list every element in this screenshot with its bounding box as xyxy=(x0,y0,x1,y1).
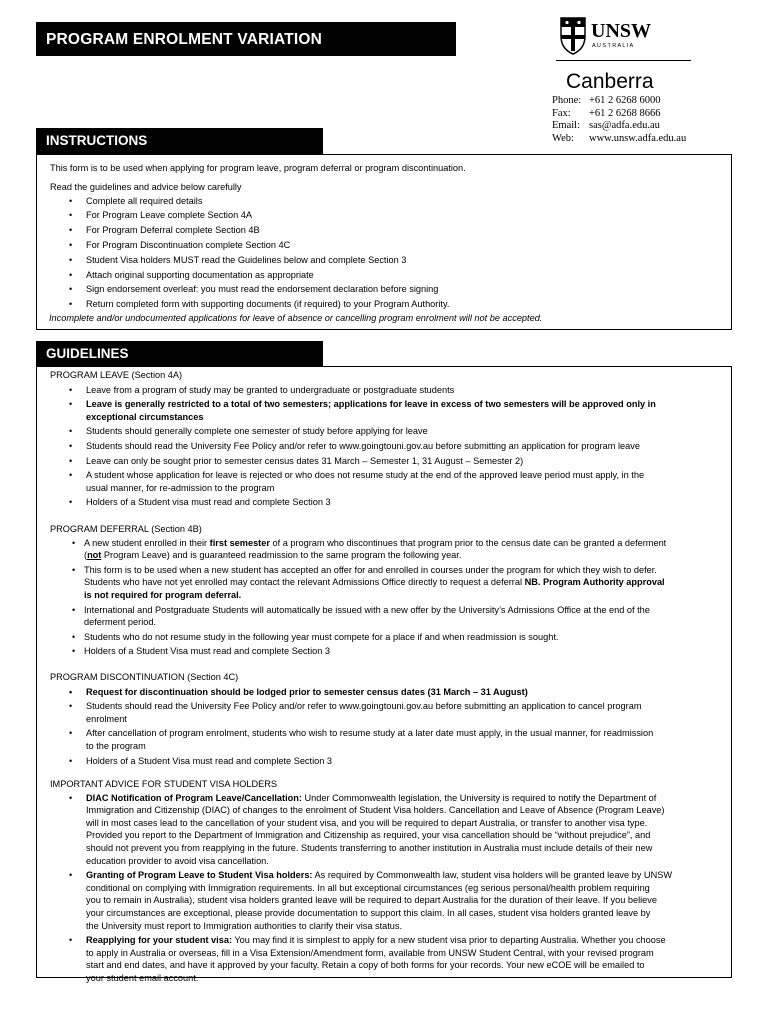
contact-email: Email: sas@adfa.edu.au xyxy=(552,120,660,132)
list-item: • Holders of a Student Visa must read and complete Section 3 xyxy=(50,755,653,768)
instructions-heading: INSTRUCTIONS xyxy=(46,133,148,148)
guidelines-heading: GUIDELINES xyxy=(46,346,129,361)
list-item: • Reapplying for your student visa: You may find it is simplest to apply for a new student visa prior to departing Australia. Whether you choose to apply in Australia or overseas, fill in a Visa Extension/Amendment form, available from UNSW Student Central, with your revised program start and end dates, and have it approved by your faculty. Retain a copy of both forms for your records. Your new eCOE will be emailed to your student email account. xyxy=(50,934,672,984)
list-item: • Complete all required details xyxy=(50,195,542,208)
section-title: IMPORTANT ADVICE FOR STUDENT VISA HOLDERS xyxy=(50,779,278,789)
list-item: • This form is to be used when a new student has accepted an offer for and enrolled in courses under the program for which they wish to defer. Students who have not yet enrolled may contact the relevant Admissions Office directly to request a deferral NB. Program Authority approval is not required for program deferral. xyxy=(50,564,666,602)
svg-text:UNSW: UNSW xyxy=(591,20,652,42)
campus-name: Canberra xyxy=(566,70,654,93)
list-item: • Students who do not resume study in the following year must compete for a place if and when readmission is sought. xyxy=(50,631,666,644)
svg-text:A U S T R A L I A: A U S T R A L I A xyxy=(592,43,634,49)
list-item: • DIAC Notification of Program Leave/Cancellation: Under Commonwealth legislation, the University is required to notify the Department of Immigration and Citizenship (DIAC) of changes to the enrolment of Student Visa holders. Cancellation and Leave of Absence (Program Leave) will in most cases lead to the cancellation of your student visa, and you will be required to depart Australia, or transfer to another visa type. Provided you report to the Department of Immigration and Citizenship as required, your visa cancellation should be “without prejudice”, and should not prevent you from reapplying in the future. Students transferring to another institution in Australia must include details of their new education provider to avoid visa cancellation. xyxy=(50,792,672,868)
section-program-deferral xyxy=(50,523,666,658)
list-item: • Attach original supporting documentation as appropriate xyxy=(50,269,542,282)
list-item: • For Program Leave complete Section 4A xyxy=(50,209,542,222)
instructions-box xyxy=(36,154,732,330)
section-title: PROGRAM LEAVE (Section 4A) xyxy=(50,370,183,380)
list-item: • International and Postgraduate Students will automatically be issued with a new offer by the University’s Admissions Office at the end of the deferment period. xyxy=(50,604,666,629)
list-item: • A student whose application for leave is rejected or who does not resume study at the end of the approved leave period must apply, in the usual manner, for re-admission to the program xyxy=(50,469,656,494)
form-title: PROGRAM ENROLMENT VARIATION xyxy=(46,31,323,48)
list-item: • Student Visa holders MUST read the Guidelines below and complete Section 3 xyxy=(50,254,542,267)
contact-fax: Fax: +61 2 6268 8666 xyxy=(552,107,661,119)
list-item: • Holders of a Student visa must read and complete Section 3 xyxy=(50,496,656,509)
guidelines-heading-bar xyxy=(36,341,323,367)
form-title-bar xyxy=(36,22,456,56)
list-item: • For Program Deferral complete Section 4B xyxy=(50,224,542,237)
list-item: • Students should read the University Fee Policy and/or refer to www.goingtouni.gov.au before submitting an application to cancel program enrolment xyxy=(50,700,653,725)
section-program-leave xyxy=(50,369,656,509)
contact-details xyxy=(552,95,686,145)
instructions-body: This form is to be used when applying for program leave, program deferral or program discontinuation. Read the guidelines and advice below carefully • Complete all required details • For Program Leave complete Section 4A • For Program Deferral complete Section 4B • For Program Discontinuation complete Section 4C • Student Visa holders MUST read the Guidelines below and complete Section 3 • Attach original supporting documentation as appropriate • Sign endorsement overleaf: you must read the endorsement declaration before signing • Return completed form with supporting documents (if required) to your Program Authority. Incomplete and/or undocumented applications for leave of absence or cancelling program enrolment will not be accepted. xyxy=(50,162,542,325)
instructions-heading-bar xyxy=(36,128,323,154)
list-item: • After cancellation of program enrolment, students who wish to resume study at a later date must apply, in the usual manner, for readmission to the program xyxy=(50,727,653,752)
instructions-list xyxy=(50,195,542,311)
list-item: • A new student enrolled in their first semester of a program who discontinues that program prior to the census date can be granted a deferment (not Program Leave) and is guaranteed readmission to the same program the following year. xyxy=(50,537,666,562)
section-title: PROGRAM DISCONTINUATION (Section 4C) xyxy=(50,672,239,682)
list-item: • Students should read the University Fee Policy and/or refer to www.goingtouni.gov.au before submitting an application for program leave xyxy=(50,440,656,453)
list-item: • Return completed form with supporting documents (if required) to your Program Authority. xyxy=(50,298,542,311)
list-item: • Students should generally complete one semester of study before applying for leave xyxy=(50,425,656,438)
logo-divider xyxy=(556,60,691,61)
list-item: • Holders of a Student Visa must read and complete Section 3 xyxy=(50,645,666,658)
list-item: • Granting of Program Leave to Student Visa holders: As required by Commonwealth law, student visa holders will be granted leave by UNSW conditional on complying with Immigration requirements. In all but exceptional circumstances (eg serious personal/health problem requiring you to remain in Australia), student visa holders granted leave will be required to depart Australia for the duration of their leave. If you believe your circumstances are exceptional, please provide documentation to support this claim. In all cases, student visa holders granted leave by the University must report to Immigration authorities to clarify their visa status. xyxy=(50,869,672,932)
list-item: • Request for discontinuation should be lodged prior to semester census dates (31 March – 31 August) xyxy=(50,686,653,699)
guidelines-box xyxy=(36,366,732,983)
section-visa-advice xyxy=(50,778,672,985)
list-item: • Leave is generally restricted to a total of two semesters; applications for leave in excess of two semesters will be approved only in exceptional circumstances xyxy=(50,398,656,423)
section-title: PROGRAM DEFERRAL (Section 4B) xyxy=(50,524,202,534)
contact-phone: Phone: +61 2 6268 6000 xyxy=(552,95,661,106)
instructions-warning: Incomplete and/or undocumented applications for leave of absence or cancelling program enrolment will not be accepted. xyxy=(49,313,543,324)
unsw-crest-icon xyxy=(558,16,688,56)
list-item: • Leave can only be sought prior to semester census dates 31 March – Semester 1, 31 August – Semester 2) xyxy=(50,455,656,468)
list-item: • Sign endorsement overleaf: you must read the endorsement declaration before signing xyxy=(50,283,542,296)
unsw-logo xyxy=(558,16,688,61)
section-program-discontinuation xyxy=(50,671,653,767)
list-item: • Leave from a program of study may be granted to undergraduate or postgraduate students xyxy=(50,384,656,397)
list-item: • For Program Discontinuation complete Section 4C xyxy=(50,239,542,252)
contact-web: Web: www.unsw.adfa.edu.au xyxy=(552,132,687,144)
